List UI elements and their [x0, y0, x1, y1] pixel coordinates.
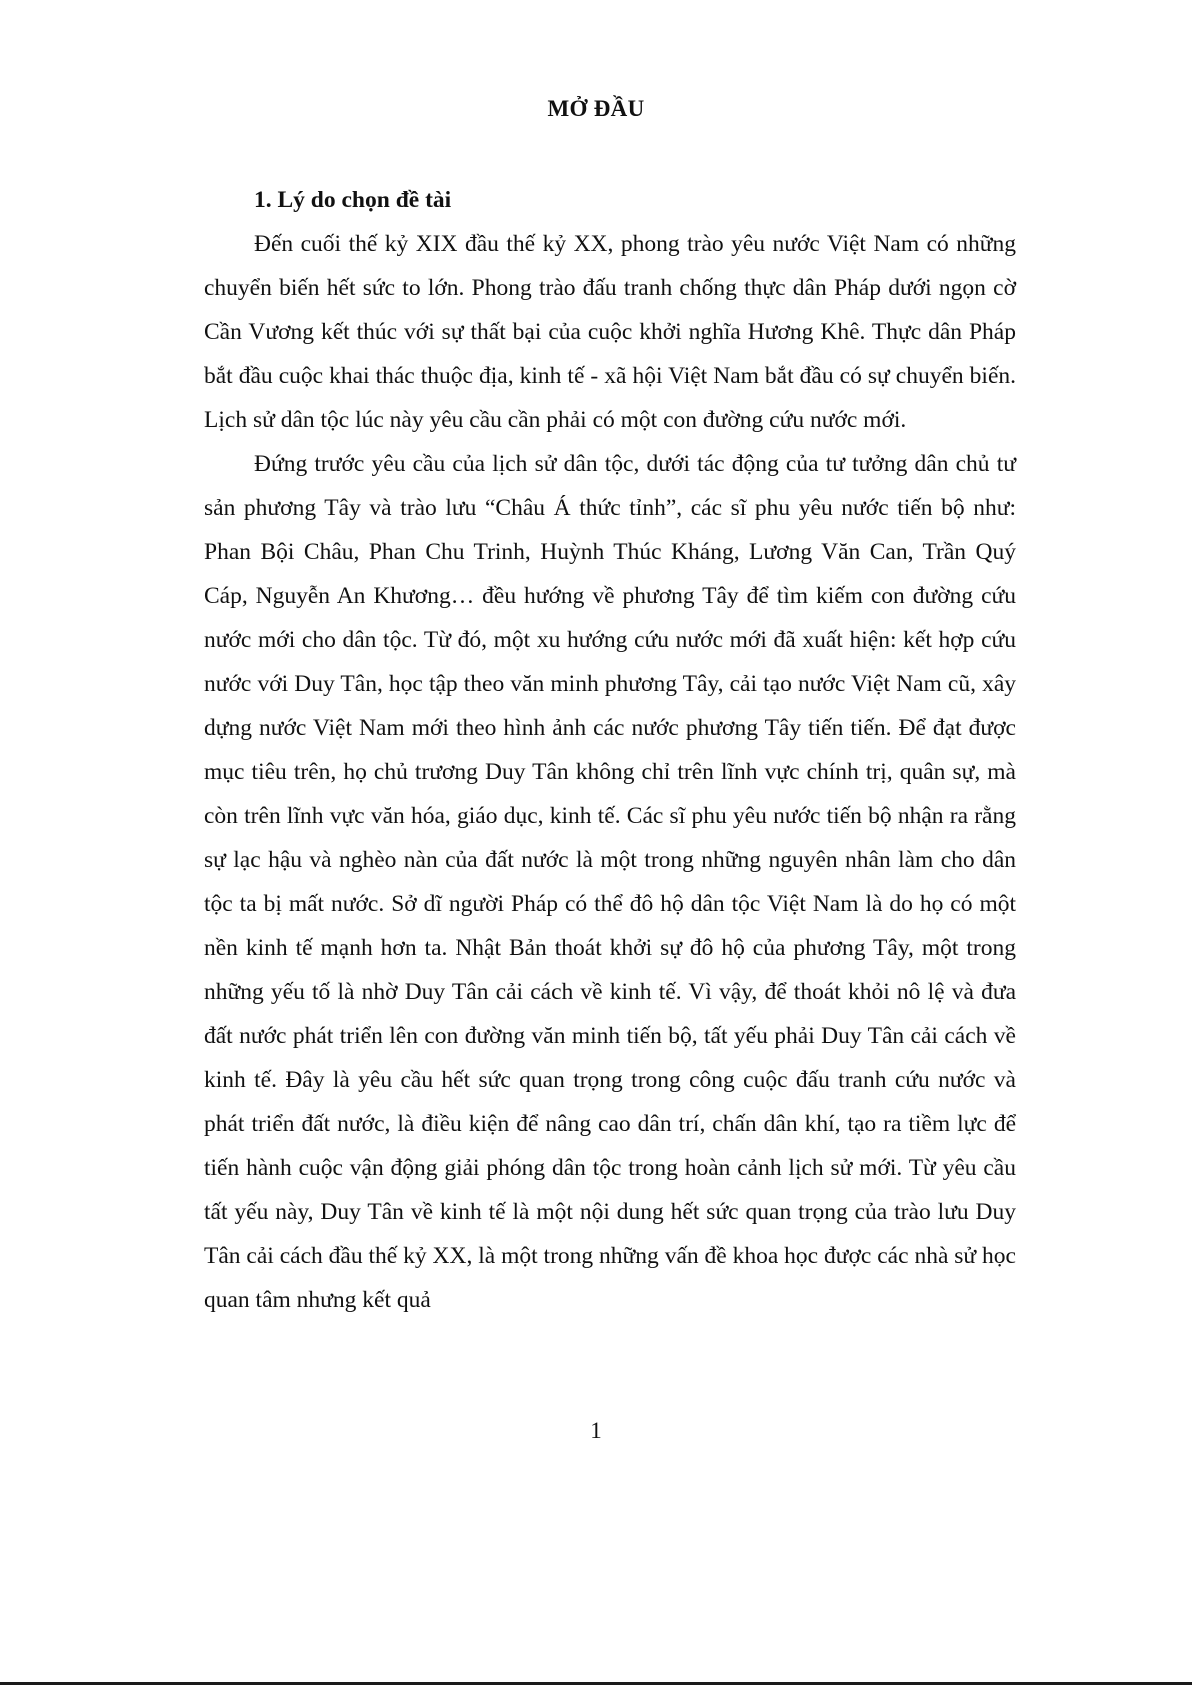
body-text: [204, 178, 1016, 1322]
paragraph-2: Đứng trước yêu cầu của lịch sử dân tộc, dưới tác động của tư tưởng dân chủ tư sản phương Tây và trào lưu “Châu Á thức tỉnh”, các sĩ phu yêu nước tiến bộ như: Phan Bội Châu, Phan Chu Trinh, Huỳnh Thúc Kháng, Lương Văn Can, Trần Quý Cáp, Nguyễn An Khương… đều hướng về phương Tây để tìm kiếm con đường cứu nước mới cho dân tộc. Từ đó, một xu hướng cứu nước mới đã xuất hiện: kết hợp cứu nước với Duy Tân, học tập theo văn minh phương Tây, cải tạo nước Việt Nam cũ, xây dựng nước Việt Nam mới theo hình ảnh các nước phương Tây tiến tiến. Để đạt được mục tiêu trên, họ chủ trương Duy Tân không chỉ trên lĩnh vực chính trị, quân sự, mà còn trên lĩnh vực văn hóa, giáo dục, kinh tế. Các sĩ phu yêu nước tiến bộ nhận ra rằng sự lạc hậu và nghèo nàn của đất nước là một trong những nguyên nhân làm cho dân tộc ta bị mất nước. Sở dĩ người Pháp có thể đô hộ dân tộc Việt Nam là do họ có một nền kinh tế mạnh hơn ta. Nhật Bản thoát khởi sự đô hộ của phương Tây, một trong những yếu tố là nhờ Duy Tân cải cách về kinh tế. Vì vậy, để thoát khỏi nô lệ và đưa đất nước phát triển lên con đường văn minh tiến bộ, tất yếu phải Duy Tân cải cách về kinh tế. Đây là yêu cầu hết sức quan trọng trong công cuộc đấu tranh cứu nước và phát triển đất nước, là điều kiện để nâng cao dân trí, chấn dân khí, tạo ra tiềm lực để tiến hành cuộc vận động giải phóng dân tộc trong hoàn cảnh lịch sử mới. Từ yêu cầu tất yếu này, Duy Tân về kinh tế là một nội dung hết sức quan trọng của trào lưu Duy Tân cải cách đầu thế kỷ XX, là một trong những vấn đề khoa học được các nhà sử học quan tâm nhưng kết quả: [204, 451, 1016, 1313]
page-number: 1: [590, 1418, 602, 1443]
section-title: 1. Lý do chọn đề tài: [254, 187, 452, 213]
paragraph-1: Đến cuối thế kỷ XIX đầu thế kỷ XX, phong trào yêu nước Việt Nam có những chuyển biến hết sức to lớn. Phong trào đấu tranh chống thực dân Pháp dưới ngọn cờ Cần Vương kết thúc với sự thất bại của cuộc khởi nghĩa Hương Khê. Thực dân Pháp bắt đầu cuộc khai thác thuộc địa, kinh tế - xã hội Việt Nam bắt đầu có sự chuyển biến. Lịch sử dân tộc lúc này yêu cầu cần phải có một con đường cứu nước mới.: [204, 231, 1016, 433]
page-heading: MỞ ĐẦU: [547, 96, 645, 121]
